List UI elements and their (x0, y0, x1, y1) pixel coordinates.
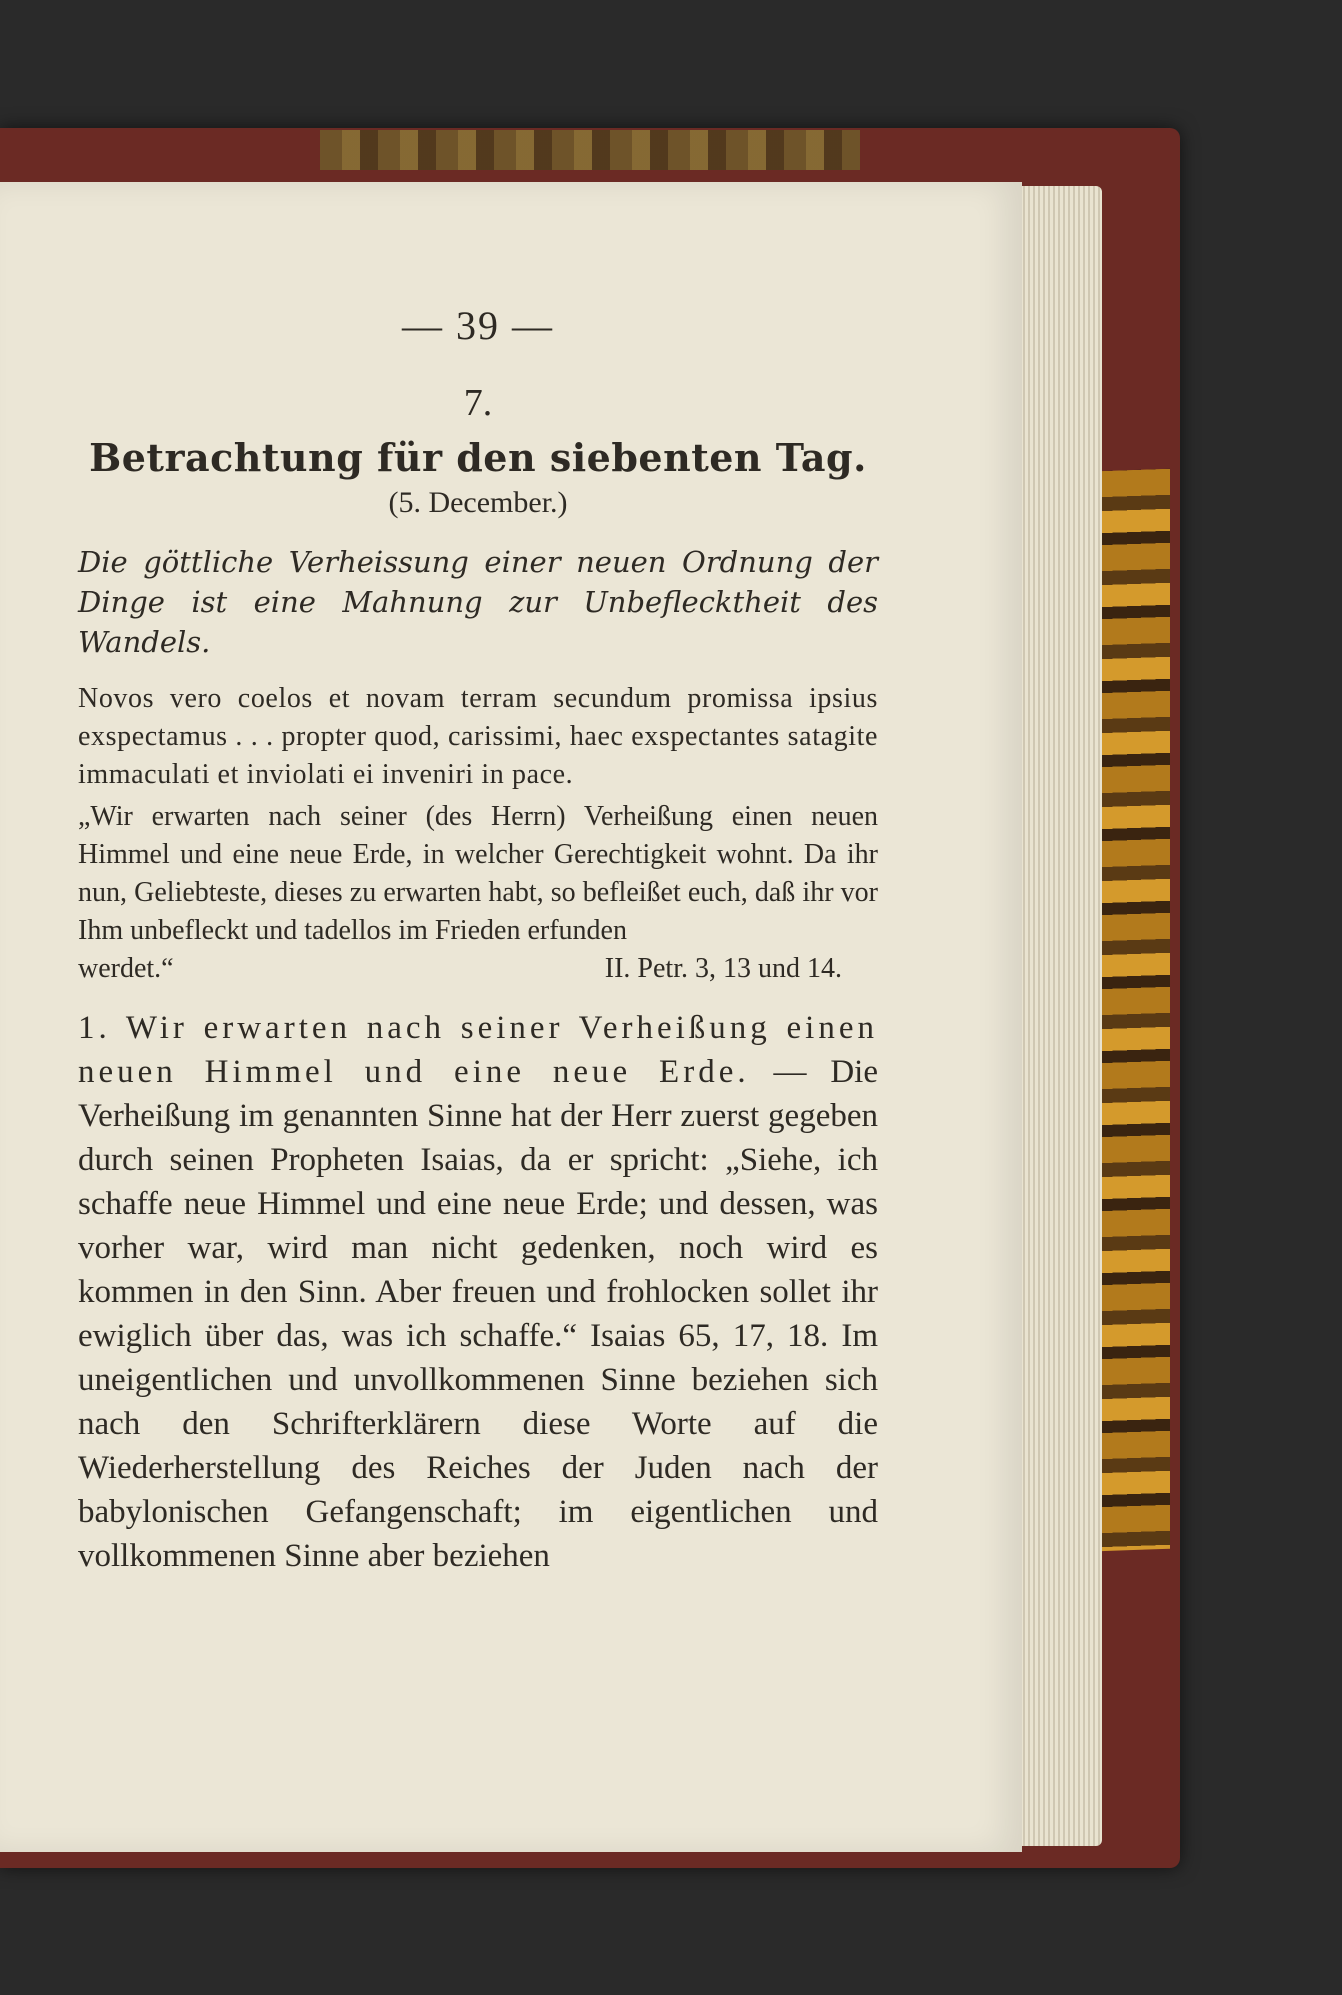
german-quote-end: werdet.“ (78, 953, 174, 984)
chapter-date: (5. December.) (388, 486, 568, 519)
page-edges (1010, 186, 1102, 1846)
quote-reference: II. Petr. 3, 13 und 14. (604, 953, 842, 984)
paragraph-1-lead: 1. Wir erwarten nach seiner Verheißung einen neuen Himmel und eine neue Erde. (78, 1010, 878, 1090)
chapter-title: Betrachtung für den siebenten Tag. (89, 435, 867, 480)
paragraph-1-body: — Die Verheißung im genannten Sinne hat der Herr zuerst gegeben durch seinen Propheten Isaias, da er spricht: „Siehe, ich schaffe neue Himmel und eine neue Erde; und dessen, was vorher war, wird man nicht gedenken, noch wird es kommen in den Sinn. Aber freuen und frohlocken sollet ihr ewiglich über das, was ich schaffe.“ Isaias 65, 17, 18. Im uneigentlichen und unvollkommenen Sinne beziehen sich nach den Schrifterklärern diese Worte auf die Wiederherstellung des Reiches der Juden nach der babylonischen Gefangenschaft; im eigentlichen und vollkommenen Sinne aber beziehen (78, 1054, 879, 1574)
paragraph-1 (78, 1006, 878, 1578)
marbled-edge-side (1098, 469, 1170, 1552)
chapter-number: 7. (463, 382, 493, 424)
quote-reference-line (78, 950, 878, 988)
book-page (0, 182, 1022, 1852)
german-quote: „Wir erwarten nach seiner (des Herrn) Verheißung einen neuen Himmel und eine neue Erde, in welcher Gerechtigkeit wohnt. Da ihr nun, Geliebteste, dieses zu erwarten habt, so befleißet euch, daß ihr vor Ihm unbefleckt und tadellos im Frieden erfunden (78, 801, 878, 946)
page-number: — 39 — (402, 303, 554, 348)
marbled-edge-top (320, 130, 860, 170)
latin-quote: Novos vero coelos et novam terram secundum promissa ipsius exspectamus . . . propter quod, carissimi, haec exspectantes satagite immaculati et inviolati ei inveniri in pace. (78, 683, 878, 790)
page-text-block (78, 302, 878, 1578)
theme-statement: Die göttliche Verheissung einer neuen Ordnung der Dinge ist eine Mahnung zur Unbeflecktheit des Wandels. (78, 545, 878, 659)
